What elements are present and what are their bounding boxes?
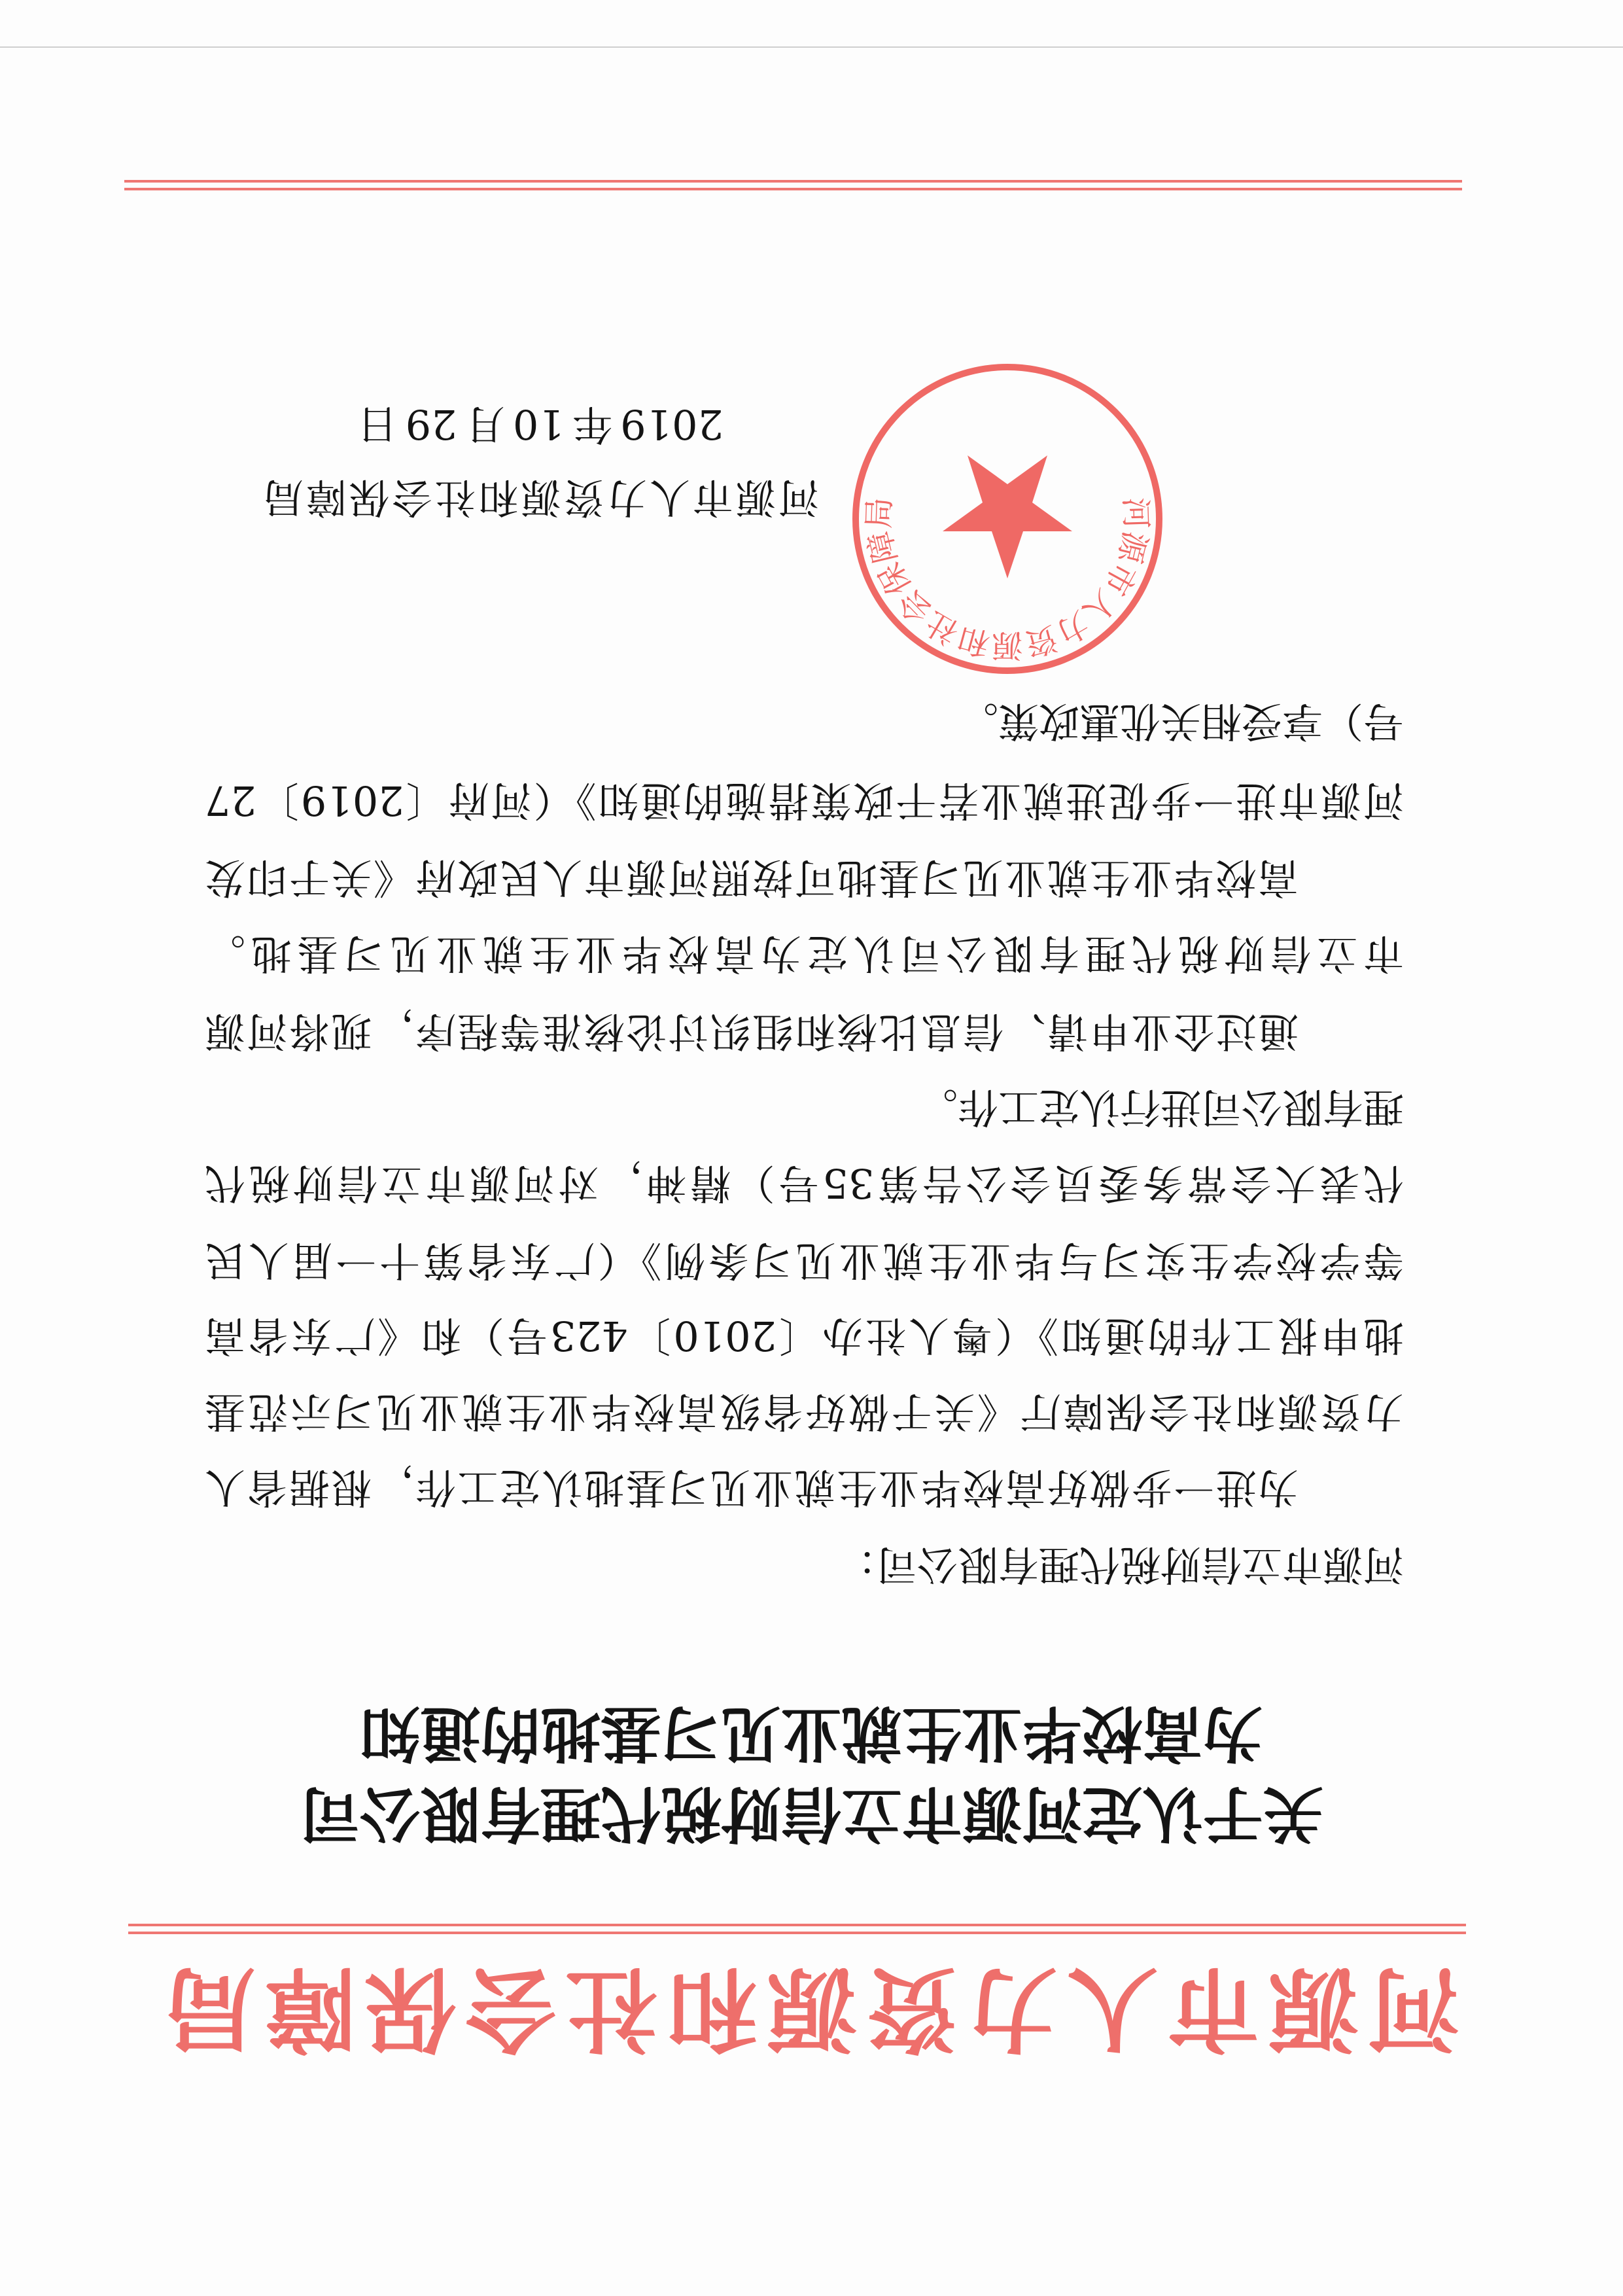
body-line: 河源市进一步促进就业若干政策措施的通知》（河府〔2019〕27 [205,777,1404,824]
body-line: 力资源和社会保障厅《关于做好省级高校毕业生就业见习示范基 [205,1388,1404,1436]
issue-date: 2019年10月29日 [357,400,724,448]
red-divider-bottom [124,180,1462,190]
body-line: 号）享受相关优惠政策。 [957,698,1404,745]
document-title-line-2: 为高校毕业生就业见习基地的通知 [360,1698,1263,1768]
official-seal-stamp [850,361,1165,677]
body-line: 理有限公司进行认定工作。 [916,1084,1404,1131]
red-divider-top [128,1924,1466,1934]
seal-star-icon [943,455,1072,578]
issuer-letterhead: 河源市人力资源和社会保障局 [164,1954,1459,2062]
addressee: 河源市立信财税代理有限公司： [835,1541,1404,1589]
body-line: 为进一步做好高校毕业生就业见习基地认定工作，根据省人 [205,1464,1299,1511]
document-title-line-1: 关于认定河源市立信财税代理有限公司 [300,1778,1323,1848]
body-line: 市立信财税代理有限公司认定为高校毕业生就业见习基地。 [205,930,1404,978]
body-line: 等学校学生实习与毕业生就业见习条例》（广东省第十一届人民 [205,1237,1404,1284]
seal-text: 河源市人力资源和社会保障局 [860,497,1155,664]
body-line: 代表大会常务委员会公告第35号）精神，对河源市立信财税代 [205,1159,1404,1207]
body-line: 地申报工作的通知》（粤人社办〔2010〕423号）和《广东省高 [205,1312,1404,1360]
scan-edge-line [0,46,1623,48]
body-line: 高校毕业生就业见习基地可按照河源市人民政府《关于印发 [205,854,1299,902]
signature-issuer: 河源市人力资源和社会保障局 [263,474,819,521]
body-line: 通过企业申请、信息比核和组织讨论核准等程序，现将河源 [205,1008,1299,1055]
